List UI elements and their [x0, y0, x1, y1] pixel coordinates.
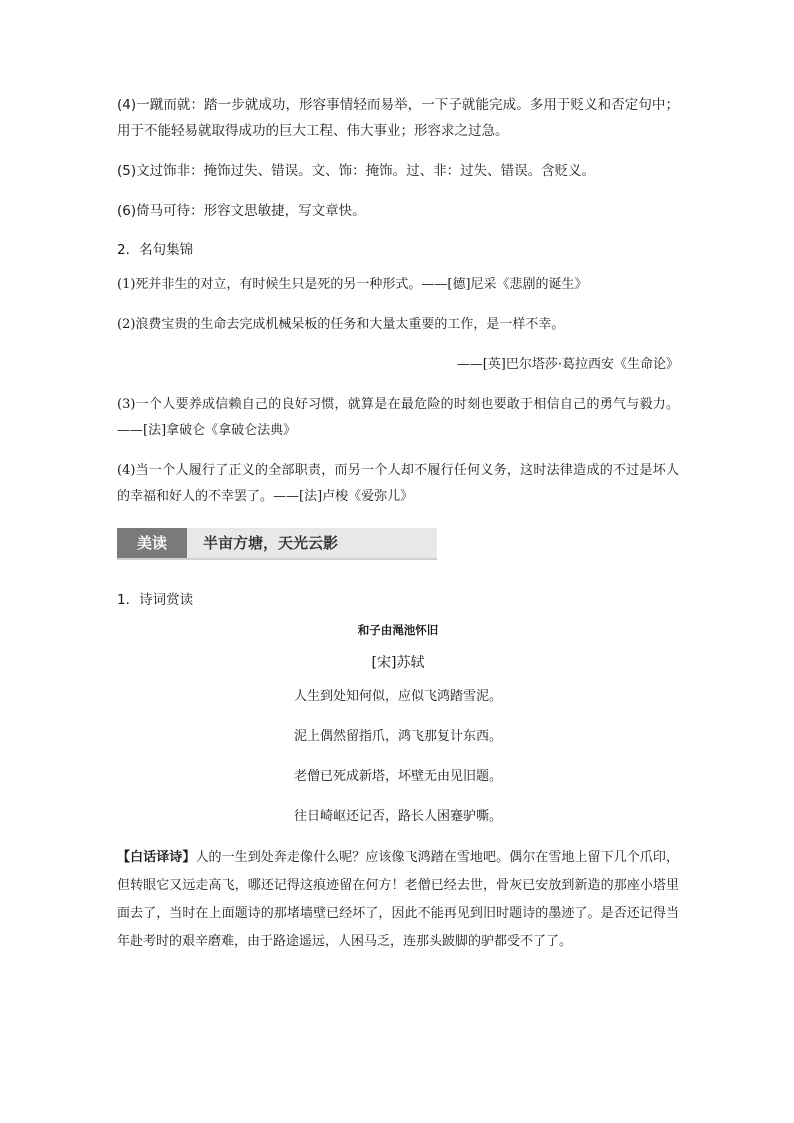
idiom-item-6: (6)倚马可待：形容文思敏捷，写文章快。 [117, 203, 366, 219]
document-page [117, 92, 679, 956]
poem-line: 泥上偶然留指爪，鸿飞那复计东西。 [293, 729, 502, 744]
quotes-heading: 2．名句集锦 [117, 242, 194, 258]
idiom-item-4: (4)一蹴而就：踏一步就成功，形容事情轻而易举，一下子就能完成。多用于贬义和否定句中；用于不能轻易就取得成功的巨大工程、伟大事业；形容求之过急。 [117, 97, 679, 139]
translation-label: 【白话译诗】 [117, 850, 196, 865]
idiom-item-5: (5)文过饰非：掩饰过失、错误。文、饰：掩饰。过、非：过失、错误。含贬义。 [117, 163, 596, 179]
poem-title: 和子由渑池怀旧 [357, 623, 439, 637]
quote-3: (3)一个人要养成信赖自己的良好习惯，就算是在最危险的时刻也要敢于相信自己的勇气与毅力。——[法]拿破仑《拿破仑法典》 [117, 397, 679, 438]
poem-line: 老僧已死成新塔，坏壁无由见旧题。 [293, 769, 502, 784]
translation-text: 人的一生到处奔走像什么呢？应该像飞鸿踏在雪地吧。偶尔在雪地上留下几个爪印，但转眼它又远走高飞，哪还记得这痕迹留在何方！老僧已经去世，骨灰已安放到新造的那座小塔里面去了，当时在上面题诗的那堵墙壁已经坏了，因此不能再见到旧时题诗的墨迹了。是否还记得当年赴考时的艰辛磨难，由于路途遥远，人困马乏，连那头跛脚的驴都受不了了。 [117, 850, 679, 949]
quote-1: (1)死并非生的对立，有时候生只是死的另一种形式。——[德]尼采《悲剧的诞生》 [117, 277, 588, 292]
poem-author: [宋]苏轼 [371, 655, 425, 671]
poem-line: 人生到处知何似，应似飞鸿踏雪泥。 [293, 689, 502, 704]
quote-2-source: ——[英]巴尔塔莎·葛拉西安《生命论》 [456, 357, 679, 372]
section-title: 半亩方塘，天光云影 [203, 534, 339, 552]
poem-translation [117, 844, 679, 956]
quote-2: (2)浪费宝贵的生命去完成机械呆板的任务和大量太重要的工作，是一样不幸。 [117, 317, 565, 332]
section-banner [117, 528, 437, 560]
quote-4: (4)当一个人履行了正义的全部职责，而另一个人却不履行任何义务，这时法律造成的不过是坏人的幸福和好人的不幸罢了。——[法]卢梭《爱弥儿》 [117, 463, 679, 504]
poem-line: 往日崎岖还记否，路长人困蹇驴嘶。 [293, 809, 502, 824]
poem-heading: 1．诗词赏读 [117, 592, 194, 608]
section-tag: 美读 [117, 528, 187, 558]
